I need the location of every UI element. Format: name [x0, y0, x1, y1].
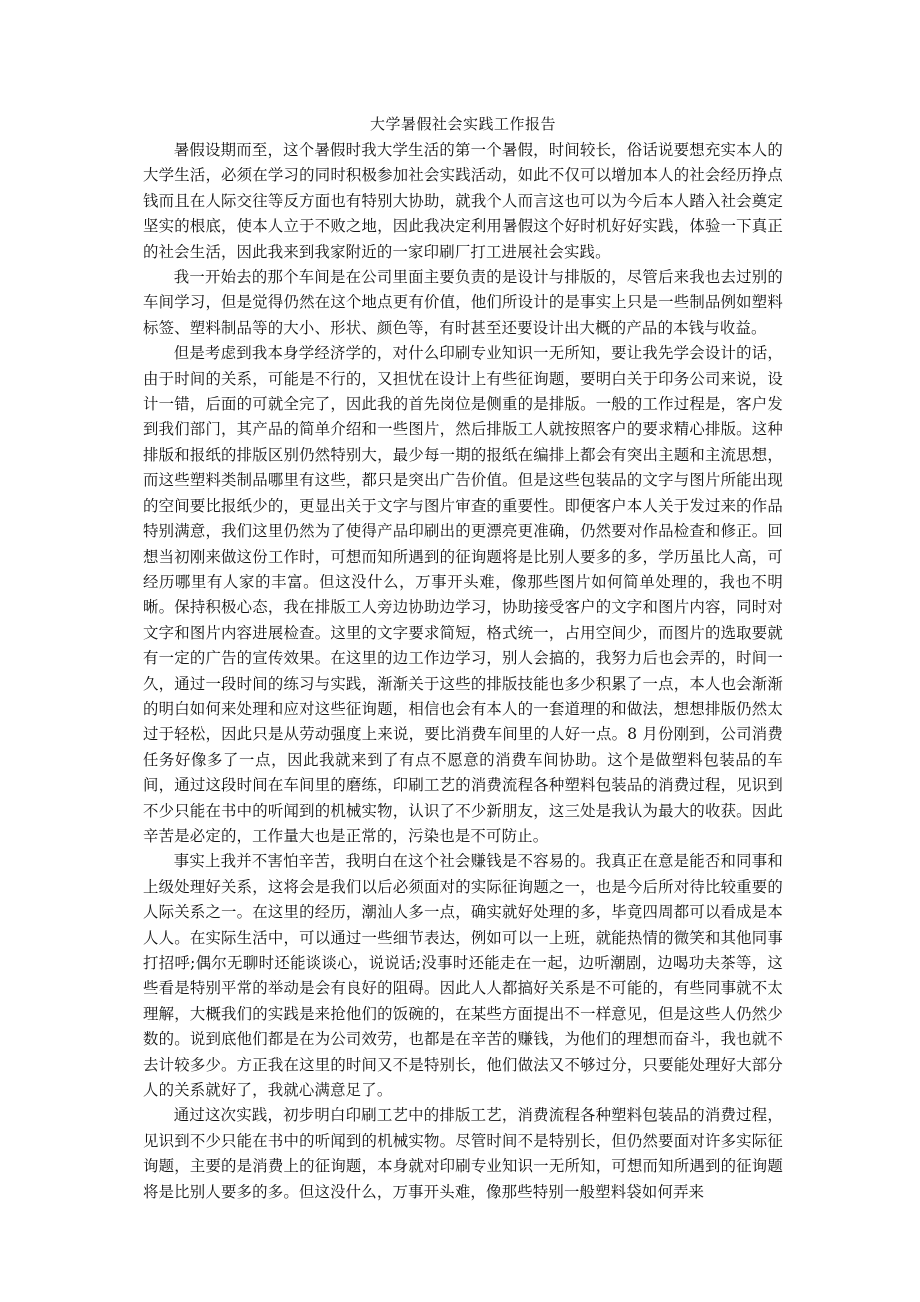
document-page	[143, 112, 783, 1205]
paragraph-5: 通过这次实践，初步明白印刷工艺中的排版工艺，消费流程各种塑料包装品的消费过程，见识到不少只能在书中的听闻到的机械实物。尽管时间不是特别长，但仍然要面对许多实际征询题，主要的是消费上的征询题，本身就对印刷专业知识一无所知，可想而知所遇到的征询题将是比别人要多的多。但这没什么，万事开头难，像那些特别一般塑料袋如何弄来	[143, 1106, 783, 1201]
paragraph-3: 但是考虑到我本身学经济学的，对什么印刷专业知识一无所知，要让我先学会设计的话，由于时间的关系，可能是不行的，又担忧在设计上有些征询题，要明白关于印务公司来说，设计一错，后面的可就全完了，因此我的首先岗位是侧重的是排版。一般的工作过程是，客户发到我们部门，其产品的简单介绍和一些图片，然后排版工人就按照客户的要求精心排版。这种排版和报纸的排版区别仍然特别大，最少每一期的报纸在编排上都会有突出主题和主流思想，而这些塑料类制品哪里有这些，都只是突出广告价值。但是这些包装品的文字与图片所能出现的空间要比报纸少的，更显出关于文字与图片审查的重要性。即便客户本人关于发过来的作品特别满意，我们这里仍然为了使得产品印刷出的更漂亮更准确，仍然要对作品检查和修正。回想当初刚来做这份工作时，可想而知所遇到的征询题将是比别人要多的多，学历虽比人高，可经历哪里有人家的丰富。但这没什么，万事开头难，像那些图片如何简单处理的，我也不明晰。保持积极心态，我在排版工人旁边协助边学习，协助接受客户的文字和图片内容，同时对文字和图片内容进展检查。这里的文字要求简短，格式统一，占用空间少，而图片的选取要就有一定的广告的宣传效果。在这里的边工作边学习，别人会搞的，我努力后也会弄的，时间一久，通过一段时间的练习与实践，渐渐关于这些的排版技能也多少积累了一点，本人也会渐渐的明白如何来处理和应对这些征询题，相信也会有本人的一套道理的和做法，想想排版仍然太过于轻松，因此只是从劳动强度上来说，要比消费车间里的人好一点。8 月份刚到，公司消费任务好像多了一点，因此我就来到了有点不愿意的消费车间协助。这个是做塑料包装品的车间，通过这段时间在车间里的磨练，印刷工艺的消费流程各种塑料包装品的消费过程，见识到不少只能在书中的听闻到的机械实物，认识了不少新朋友，这三处是我认为最大的收获。因此辛苦是必定的，工作量大也是正常的，污染也是不可防止。	[143, 344, 783, 845]
paragraph-1: 暑假设期而至，这个暑假时我大学生活的第一个暑假，时间较长，俗话说要想充实本人的大学生活，必须在学习的同时积极参加社会实践活动，如此不仅可以增加本人的社会经历挣点钱而且在人际交往等反方面也有特别大协助，就我个人而言这也可以为今后本人踏入社会奠定坚实的根底，使本人立于不败之地，因此我决定利用暑假这个好时机好好实践，体验一下真正的社会生活，因此我来到我家附近的一家印刷厂打工进展社会实践。	[143, 141, 783, 261]
paragraph-2: 我一开始去的那个车间是在公司里面主要负责的是设计与排版的，尽管后来我也去过别的车间学习，但是觉得仍然在这个地点更有价值，他们所设计的是事实上只是一些制品例如塑料标签、塑料制品等的大小、形状、颜色等，有时甚至还要设计出大概的产品的本钱与收益。	[143, 268, 783, 337]
paragraph-4: 事实上我并不害怕辛苦，我明白在这个社会赚钱是不容易的。我真正在意是能否和同事和上级处理好关系，这将会是我们以后必须面对的实际征询题之一，也是今后所对待比较重要的人际关系之一。在这里的经历，潮汕人多一点，确实就好处理的多，毕竟四周都可以看成是本人人。在实际生活中，可以通过一些细节表达，例如可以一上班，就能热情的微笑和其他同事打招呼;偶尔无聊时还能谈谈心，说说话;没事时还能走在一起，边听潮剧，边喝功夫茶等，这些看是特别平常的举动是会有良好的阻碍。因此人人都搞好关系是不可能的，有些同事就不太理解，大概我们的实践是来抢他们的饭碗的，在某些方面提出不一样意见，但是这些人仍然少数的。说到底他们都是在为公司效劳，也都是在辛苦的赚钱，为他们的理想而奋斗，我也就不去计较多少。方正我在这里的时间又不是特别长，他们做法又不够过分，只要能处理好大部分人的关系就好了，我就心满意足了。	[143, 852, 783, 1100]
document-title: 大学暑假社会实践工作报告	[369, 115, 556, 133]
